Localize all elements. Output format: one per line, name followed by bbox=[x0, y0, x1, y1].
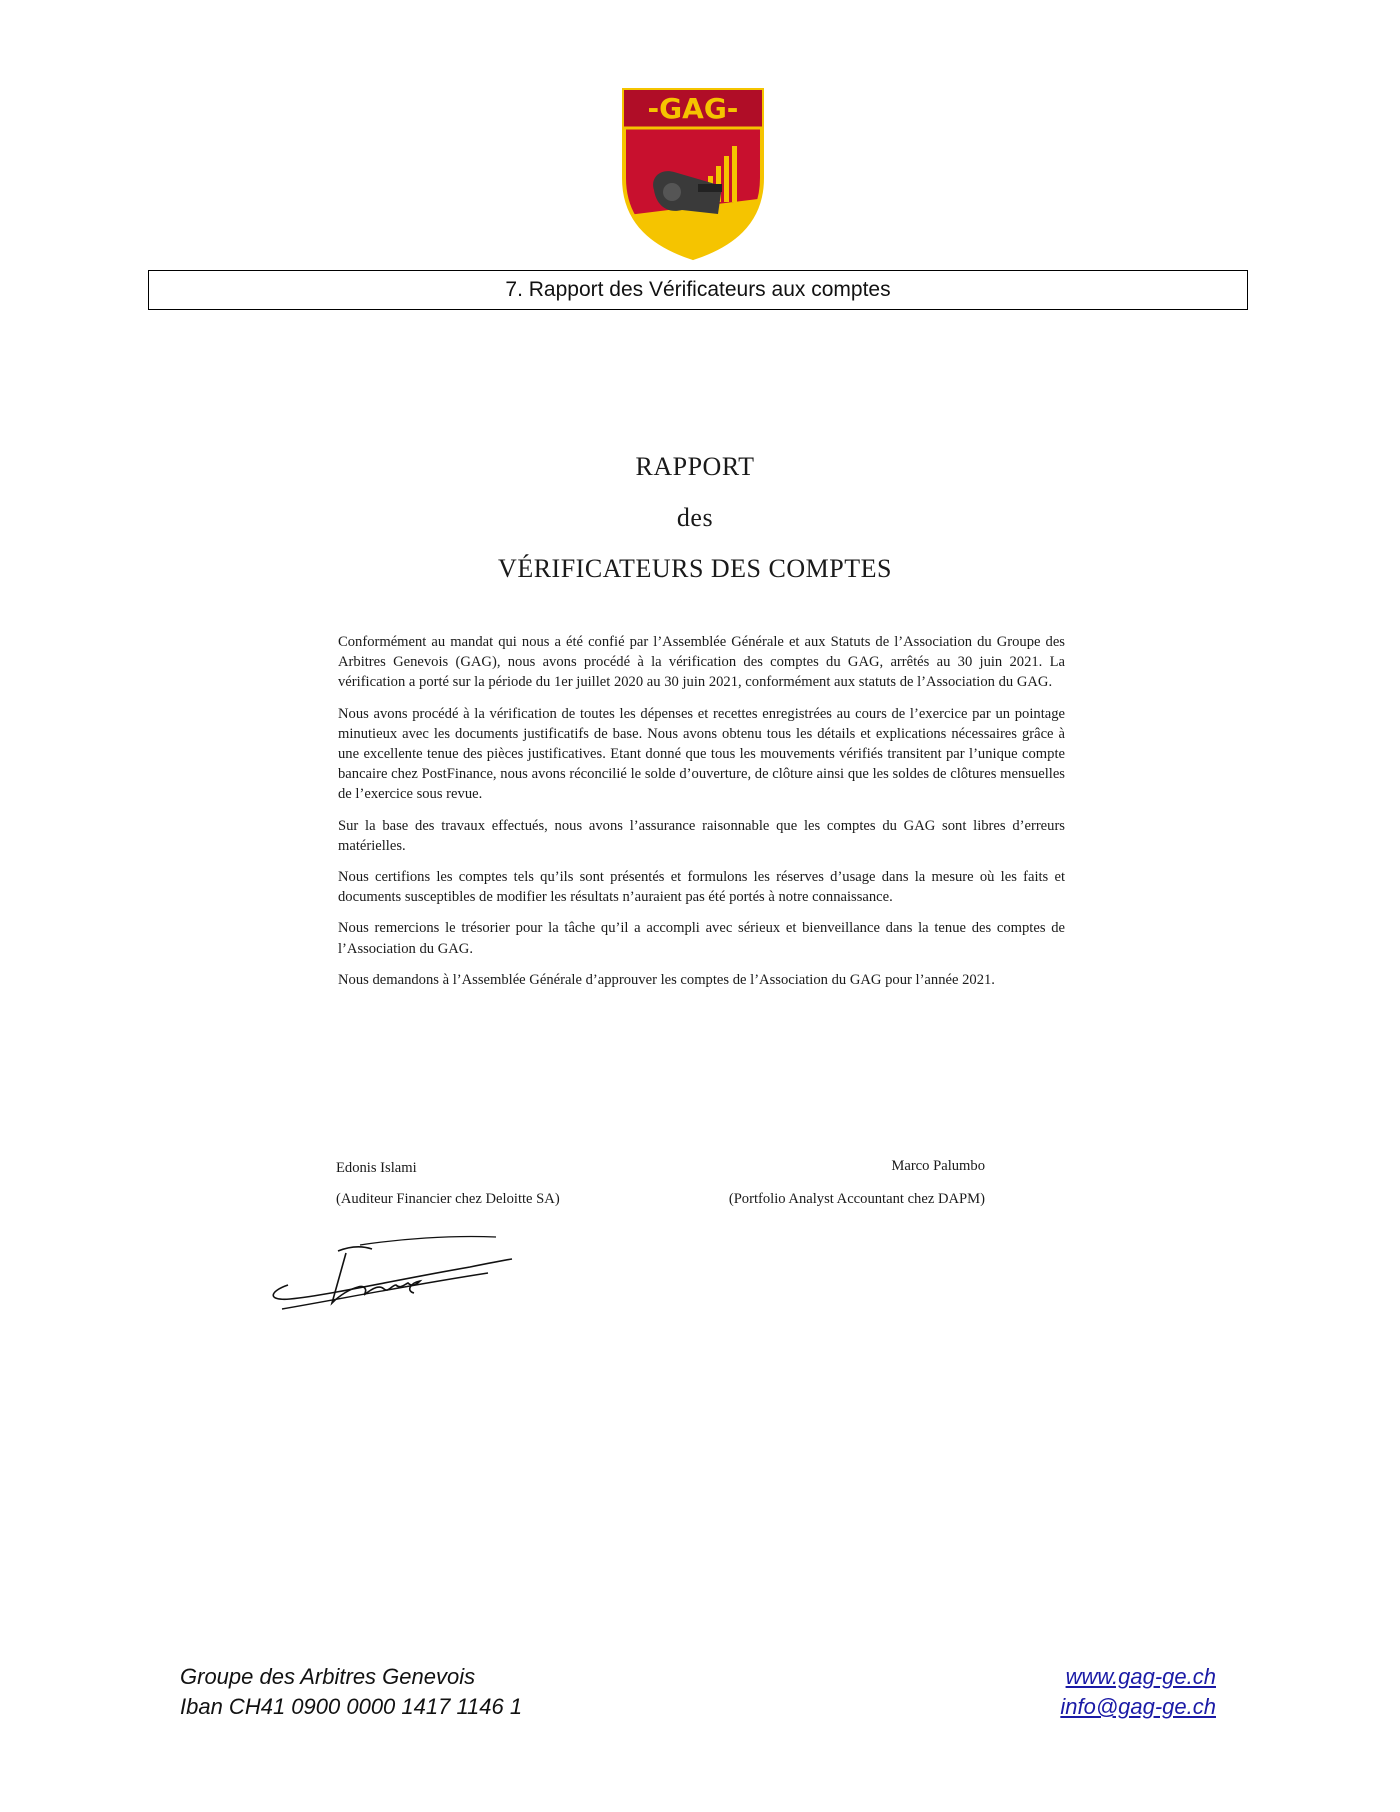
footer-website-link[interactable]: www.gag-ge.ch bbox=[1065, 1664, 1216, 1689]
signatory-left-name: Edonis Islami bbox=[336, 1160, 417, 1176]
report-paragraph: Nous avons procédé à la vérification de toutes les dépenses et recettes enregistrées au cours de l’exercice par un pointage minutieux avec les documents justificatifs de base. Nous avons obtenu tous les détails et explications nécessaires grâce à une excellente tenue des pièces justificatives. Etant donné que tous les mouvements vérifiés transitent par l’unique compte bancaire chez PostFinance, nous avons réconcilié le solde d’ouverture, de clôture ainsi que les soldes de clôtures mensuelles de l’exercice sous revue. bbox=[338, 705, 1065, 803]
footer-right bbox=[1060, 1662, 1216, 1722]
gag-logo bbox=[620, 86, 766, 262]
report-title-line-1: RAPPORT bbox=[635, 452, 755, 481]
report-title-line-3: VÉRIFICATEURS DES COMPTES bbox=[498, 554, 892, 583]
signatory-right-role: (Portfolio Analyst Accountant chez DAPM) bbox=[728, 1191, 985, 1207]
footer-iban: Iban CH41 0900 0000 1417 1146 1 bbox=[180, 1694, 523, 1719]
section-header bbox=[148, 270, 1248, 310]
report-title-line-2: des bbox=[676, 503, 714, 532]
report-paragraph: Sur la base des travaux effectués, nous avons l’assurance raisonnable que les comptes du GAG sont libres d’erreurs matérielles. bbox=[338, 817, 1065, 854]
report-paragraph: Nous remercions le trésorier pour la tâche qu’il a accompli avec sérieux et bienveillance dans la tenue des comptes de l’Association du GAG. bbox=[338, 920, 1065, 957]
section-title: 7. Rapport des Vérificateurs aux comptes bbox=[505, 278, 891, 301]
footer-left bbox=[180, 1662, 522, 1722]
footer-org-name: Groupe des Arbitres Genevois bbox=[180, 1664, 476, 1689]
footer-email-link[interactable]: info@gag-ge.ch bbox=[1060, 1694, 1216, 1719]
report-paragraph: Nous certifions les comptes tels qu’ils sont présentés et formulons les réserves d’usage dans la mesure où les faits et documents susceptibles de modifier les résultats n’auraient pas été portés à notre connaissance. bbox=[338, 869, 1065, 906]
report-paragraph: Nous demandons à l’Assemblée Générale d’approuver les comptes de l’Association du GAG pour l’année 2021. bbox=[338, 971, 995, 988]
logo-text: -GAG- bbox=[647, 92, 739, 125]
report-paragraph: Conformément au mandat qui nous a été confié par l’Assemblée Générale et aux Statuts de l’Association du Groupe des Arbitres Genevois (GAG), nous avons procédé à la vérification des comptes du GAG, arrêtés au 30 juin 2021. La vérification a porté sur la période du 1er juillet 2020 au 30 juin 2021, conformément aux statuts de l’Association du GAG. bbox=[338, 634, 1065, 691]
signatory-left-role: (Auditeur Financier chez Deloitte SA) bbox=[336, 1191, 560, 1207]
handwritten-signature bbox=[260, 1215, 520, 1315]
signatory-right-name: Marco Palumbo bbox=[891, 1158, 985, 1174]
audit-report bbox=[220, 380, 1170, 1580]
report-body bbox=[338, 632, 1065, 1001]
